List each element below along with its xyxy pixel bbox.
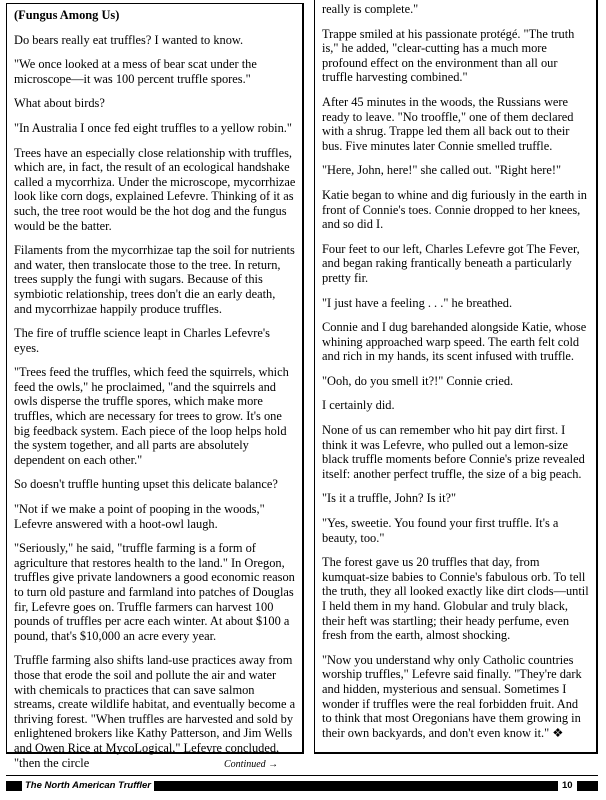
continued-text: Continued <box>224 759 266 770</box>
paragraph: really is complete." <box>322 2 419 16</box>
paragraph: None of us can remember who hit pay dirt first. I think it was Lefevre, who pulled out a lemon-size black truffle moments before Connie's prize revealed itself: another perfect truffle, the size of a big peach. <box>322 423 585 481</box>
paragraph: "Now you understand why only Catholic countries worship truffles," Lefevre said finally. "They're dark and hidden, mysterious and sensual. Sometimes I wonder if truffles were the real forbidden fruit. And to think that most Oregonians have them growing in their own backyards, and don't even know it." ❖ <box>322 652 582 740</box>
paragraph: "Is it a truffle, John? Is it?" <box>322 491 457 506</box>
paragraph: I certainly did. <box>322 398 395 413</box>
paragraph: The forest gave us 20 truffles that day, from kumquat-size babies to Connie's fabulous orb. To tell the truth, they all looked exactly like dirt clods—until I held them in my hand. Globular and truly black, their heft was startling; their heady perfume, even fresh from the earth, almost shocking. <box>322 555 589 643</box>
paragraph: Truffle farming also shifts land-use practices away from those that erode the soil and pollute the air and water with chemicals to practices that can save salmon streams, create wildlife habitat, and eventually become a thriving forest. "When truffles are harvested and sold by enlightened brokers like Kathy Patterson, and Jim Wells and Owen Rice at MycoLogical," Lefevre concluded, "then the circle <box>14 653 296 770</box>
continued-label <box>224 759 278 770</box>
publication-title: The North American Truffler <box>22 781 154 791</box>
paragraph: Filaments from the mycorrhizae tap the soil for nutrients and water, then translocate those to the tree. In return, trees supply the fungi with sugars. Because of this symbiotic relationship, trees don't die an early death, and mycorrhizae happily produce truffles. <box>14 243 295 316</box>
paragraph: After 45 minutes in the woods, the Russians were ready to leave. "No trooffle," one of them declared with a shrug. Trappe led them all back out to their bus. Five minutes later Connie smelled truffle. <box>322 94 574 153</box>
paragraph: "In Australia I once fed eight truffles to a yellow robin." <box>14 120 292 135</box>
paragraph: What about birds? <box>14 96 105 111</box>
paragraph: "Seriously," he said, "truffle farming is a form of agriculture that restores health to the land." In Oregon, truffles give private landowners a good economic reason to turn old pasture and farmland into patches of Douglas fir, Lefevre goes on. Truffle farmers can harvest 100 pounds of truffles per acre each winter. At about $100 a pound, that's $10,000 an acre every year. <box>14 541 295 643</box>
paragraph: Katie began to whine and dig furiously in the earth in front of Connie's toes. Connie dropped to her knees, and so did I. <box>322 187 587 232</box>
paragraph: "We once looked at a mess of bear scat under the microscope—it was 100 percent truffle spores." <box>14 57 257 86</box>
paragraph: "Here, John, here!" she called out. "Right here!" <box>322 163 562 178</box>
paragraph: Four feet to our left, Charles Lefevre got The Fever, and began raking frantically beneath a particularly pretty fir. <box>322 241 580 285</box>
paragraph: Connie and I dug barehanded alongside Katie, whose whining approached warp speed. The earth felt cold and rich in my hands, its scent infused with truffle. <box>322 320 587 364</box>
paragraph: So doesn't truffle hunting upset this delicate balance? <box>14 477 278 492</box>
paragraph: Trappe smiled at his passionate protégé. "The truth is," he added, "clear-cutting has a much more profound effect on the environment than all our truffle harvesting combined." <box>322 26 575 85</box>
paragraph: "Yes, sweetie. You found your first truffle. It's a beauty, too." <box>322 516 559 545</box>
paragraph: "Not if we make a point of pooping in the woods," Lefevre answered with a hoot-owl laugh. <box>14 502 265 531</box>
paragraph: "I just have a feeling . . ." he breathed. <box>322 295 513 310</box>
paragraph: "Ooh, do you smell it?!" Connie cried. <box>322 373 514 388</box>
page-number: 10 <box>558 781 577 791</box>
paragraph: The fire of truffle science leapt in Charles Lefevre's eyes. <box>14 326 270 355</box>
section-heading: (Fungus Among Us) <box>14 8 120 22</box>
paragraph: Trees have an especially close relationship with truffles, which are, in fact, the result of an ecological handshake called a mycorrhiza. Under the microscope, mycorrhizae look like corn dogs, explained Lefevre. Thinking of it as such, the tree root would be the hot dog and the fungus would be the batter. <box>14 145 296 233</box>
paragraph: Do bears really eat truffles? I wanted to know. <box>14 32 244 47</box>
arrow-right-icon: → <box>268 759 279 770</box>
footer-divider <box>6 775 598 776</box>
paragraph: "Trees feed the truffles, which feed the squirrels, which feed the owls," he proclaimed, "and the squirrels and owls disperse the truffle spores, which make more truffles, which are necessary for trees to grow. It's one big feedback system. Each piece of the loop helps hold the system together, and all parts are absolutely dependent on each other." <box>14 365 289 467</box>
right-column <box>314 0 598 754</box>
